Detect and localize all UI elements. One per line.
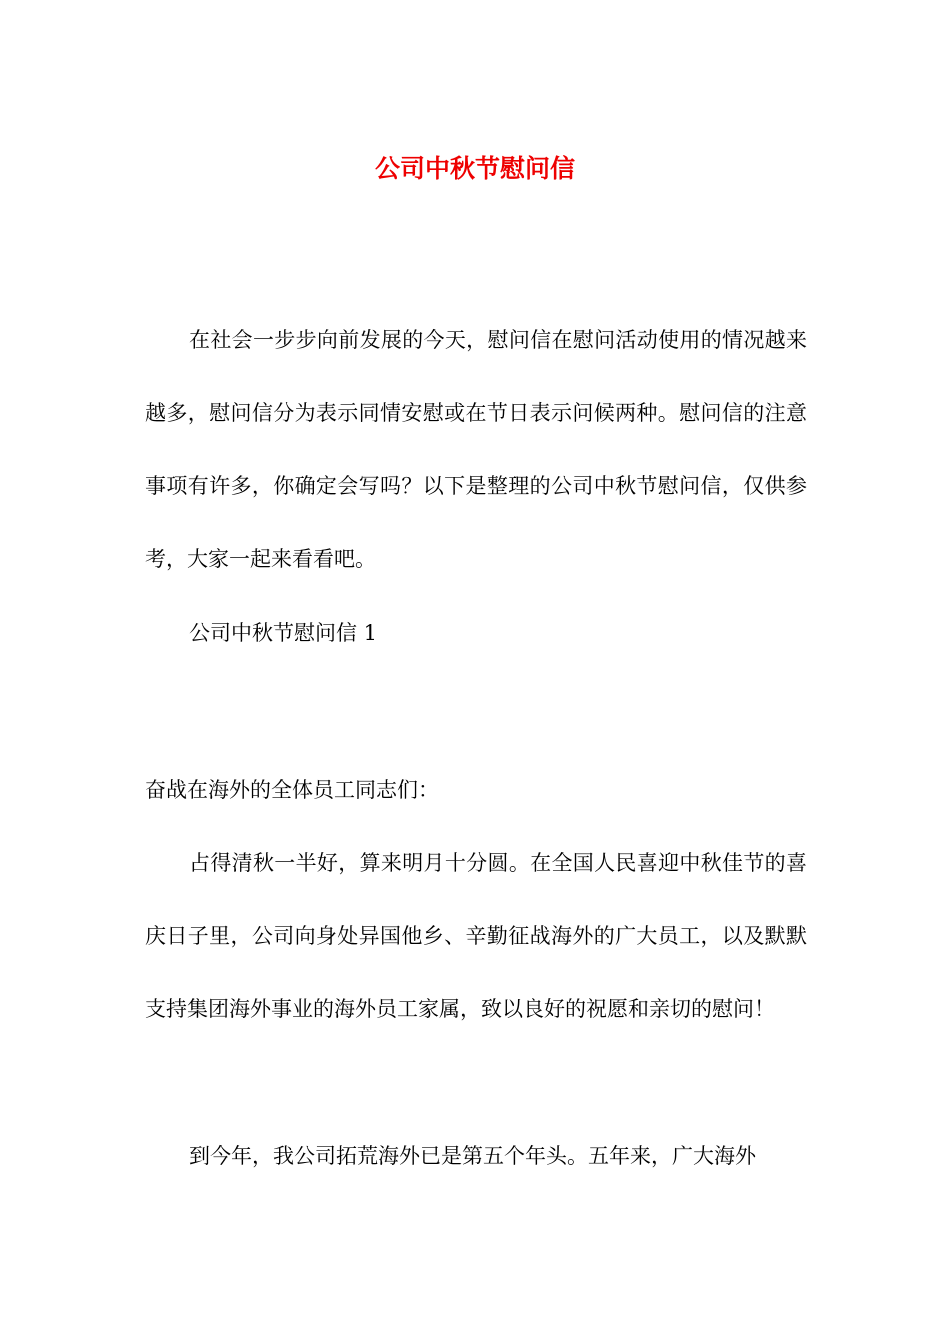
body-paragraph-2: 到今年，我公司拓荒海外已是第五个年头。五年来，广大海外 [189, 1144, 756, 1168]
salutation: 奋战在海外的全体员工同志们： [145, 778, 439, 802]
section-heading: 公司中秋节慰问信 1 [189, 621, 378, 645]
document-title: 公司中秋节慰问信 [374, 153, 575, 183]
intro-paragraph: 在社会一步步向前发展的今天，慰问信在慰问活动使用的情况越来越多，慰问信分为表示同情安慰或在节日表示问候两种。慰问信的注意事项有许多，你确定会写吗？以下是整理的公司中秋节慰问信，仅供参考，大家一起来看看吧。 [145, 328, 807, 571]
body-paragraph-1: 占得清秋一半好，算来明月十分圆。在全国人民喜迎中秋佳节的喜庆日子里，公司向身处异国他乡、辛勤征战海外的广大员工，以及默默支持集团海外事业的海外员工家属，致以良好的祝愿和亲切的慰问！ [145, 851, 807, 1021]
